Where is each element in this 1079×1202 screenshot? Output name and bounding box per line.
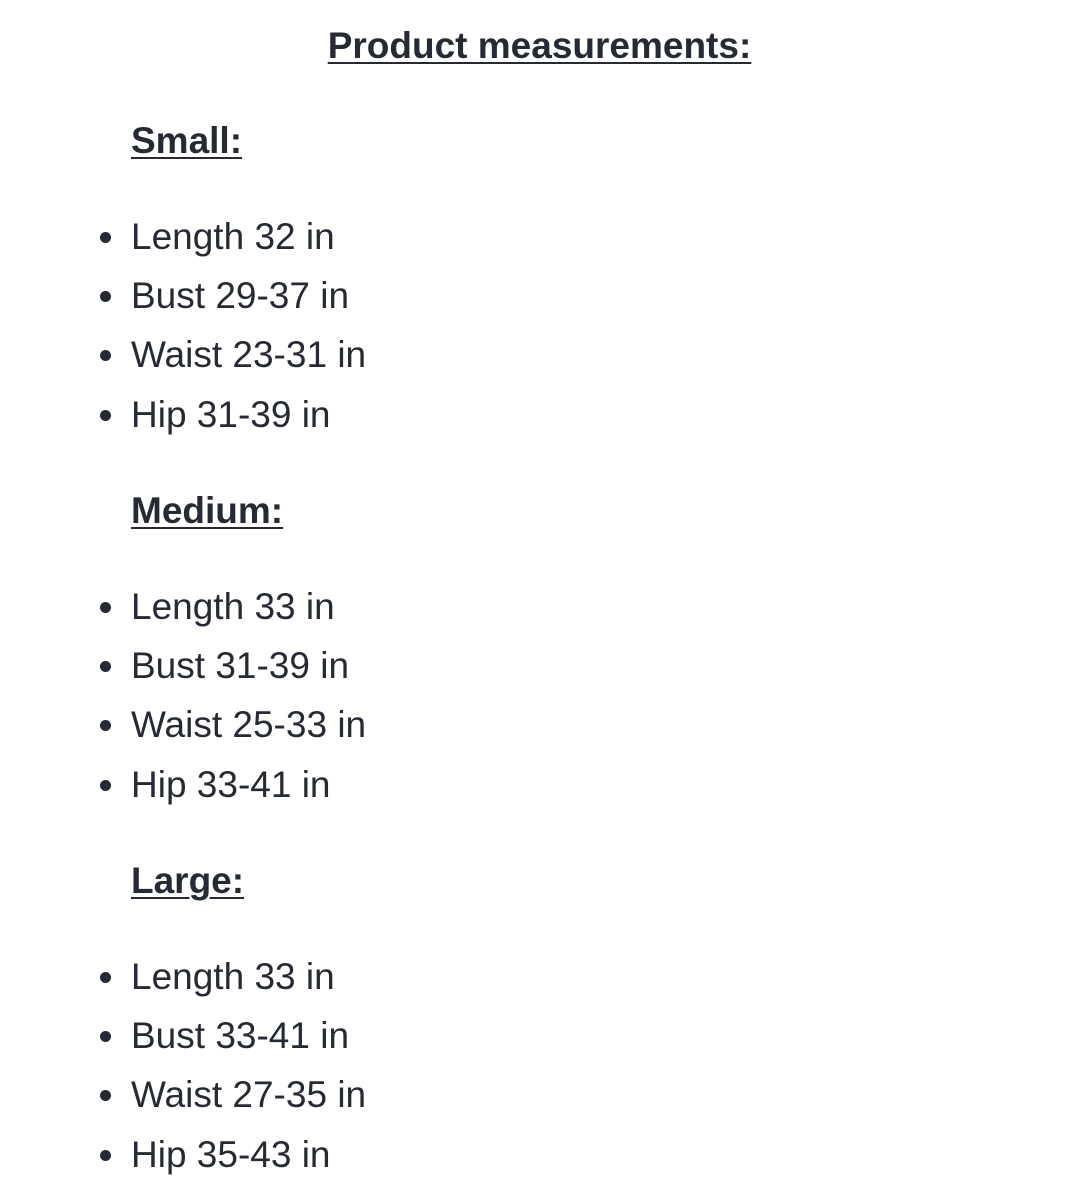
bullet-icon [100,350,111,361]
measurement-item [0,1073,366,1132]
measurement-item [0,703,366,762]
measurement-text: Hip 31-39 in [131,393,331,435]
measurement-item [0,644,366,703]
measurement-text: Length 33 in [131,956,335,997]
measurement-text: Hip 35-43 in [131,1133,331,1175]
bullet-icon [100,661,111,672]
bullet-icon [100,602,111,613]
measurement-text: Hip 33-41 in [131,763,331,805]
measurement-item [0,763,366,822]
measurement-text: Bust 33-41 in [131,1015,350,1057]
measurement-text: Bust 31-39 in [131,645,350,687]
measurement-item [0,955,366,1014]
size-heading-large: Large: [131,860,245,901]
measurement-text: Waist 27-35 in [131,1074,367,1116]
measurement-text: Waist 23-31 in [131,334,367,376]
size-heading-medium: Medium: [131,490,284,531]
bullet-icon [100,1090,111,1101]
measurement-text: Waist 25-33 in [131,704,367,746]
measurement-item [0,1014,366,1073]
bullet-icon [100,972,111,983]
bullet-icon [100,410,111,421]
measurement-item [0,215,366,274]
bullet-icon [100,1031,111,1042]
measurement-list-medium [0,585,366,822]
measurement-item [0,585,366,644]
bullet-icon [100,232,111,243]
size-heading-small: Small: [131,120,243,161]
measurement-text: Length 32 in [131,216,335,257]
bullet-icon [100,1150,111,1161]
bullet-icon [100,780,111,791]
bullet-icon [100,720,111,731]
measurement-item [0,274,366,333]
measurement-item [0,333,366,392]
measurement-list-large [0,955,366,1192]
measurement-text: Bust 29-37 in [131,275,350,317]
measurement-item [0,393,366,452]
page-title: Product measurements: [327,25,752,66]
measurement-text: Length 33 in [131,586,335,627]
measurement-list-small [0,215,366,452]
bullet-icon [100,291,111,302]
measurement-item [0,1133,366,1192]
